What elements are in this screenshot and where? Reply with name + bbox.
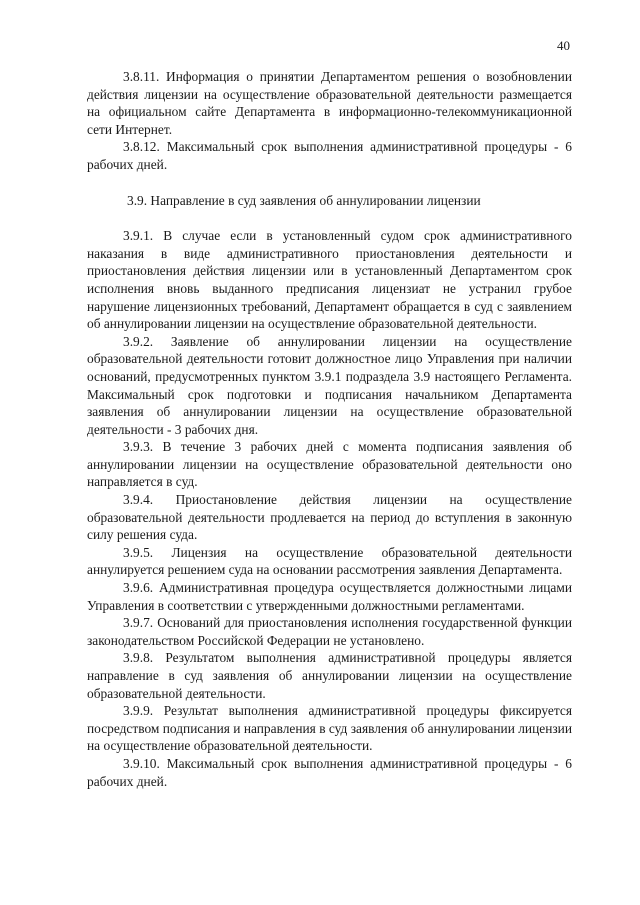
paragraph-3-9-8: 3.9.8. Результатом выполнения административной процедуры является направление в суд заявления об аннулировании лицензии на осуществление образовательной деятельности. (87, 650, 572, 701)
paragraph-3-9-2: 3.9.2. Заявление об аннулировании лицензии на осуществление образовательной деятельности готовит должностное лицо Управления при наличии оснований, предусмотренных пунктом 3.9.1 подраздела 3.9 настоящего Регламента. Максимальный срок подготовки и подписания начальником Департамента заявления об аннулировании лицензии на осуществление образовательной деятельности - 3 рабочих дня. (87, 333, 572, 437)
section-heading: 3.9. Направление в суд заявления об аннулировании лицензии (127, 192, 481, 208)
paragraph-3-9-6: 3.9.6. Административная процедура осуществляется должностными лицами Управления в соответствии с утвержденными должностными регламентами. (87, 580, 572, 613)
paragraph-3-9-5: 3.9.5. Лицензия на осуществление образовательной деятельности аннулируется решением суда на основании рассмотрения заявления Департамента. (87, 544, 572, 578)
paragraph-3-8-12: 3.8.12. Максимальный срок выполнения административной процедуры - 6 рабочих дней. (87, 139, 572, 172)
paragraph-3-9-4: 3.9.4. Приостановление действия лицензии на осуществление образовательной деятельности продлевается на период до вступления в законную силу решения суда. (87, 492, 572, 543)
paragraph-3-9-10: 3.9.10. Максимальный срок выполнения административной процедуры - 6 рабочих дней. (87, 755, 572, 789)
paragraph-3-8-11: 3.8.11. Информация о принятии Департаментом решения о возобновлении действия лицензии на осуществление образовательной деятельности размещается на официальном сайте Департамента в информационно-телекоммуникационной сети Интернет. (87, 69, 572, 137)
document-body (87, 68, 572, 790)
paragraph-3-9-3: 3.9.3. В течение 3 рабочих дней с момента подписания заявления об аннулировании лицензии на осуществление образовательной деятельности оно направляется в суд. (87, 439, 572, 490)
paragraph-3-9-7: 3.9.7. Оснований для приостановления исполнения государственной функции законодательством Российской Федерации не установлено. (87, 615, 572, 648)
paragraph-3-9-1: 3.9.1. В случае если в установленный судом срок административного наказания в виде административного приостановления деятельности и приостановления действия лицензии или в установленный Департаментом срок исполнения вновь выданного предписания лицензиат не устранил грубое нарушение лицензионных требований, Департамент обращается в суд с заявлением об аннулировании лицензии на осуществление образовательной деятельности. (87, 228, 572, 332)
page-number: 40 (557, 38, 570, 53)
paragraph-3-9-9: 3.9.9. Результат выполнения административной процедуры фиксируется посредством подписания и направления в суд заявления об аннулировании лицензии на осуществление образовательной деятельности. (87, 703, 572, 754)
